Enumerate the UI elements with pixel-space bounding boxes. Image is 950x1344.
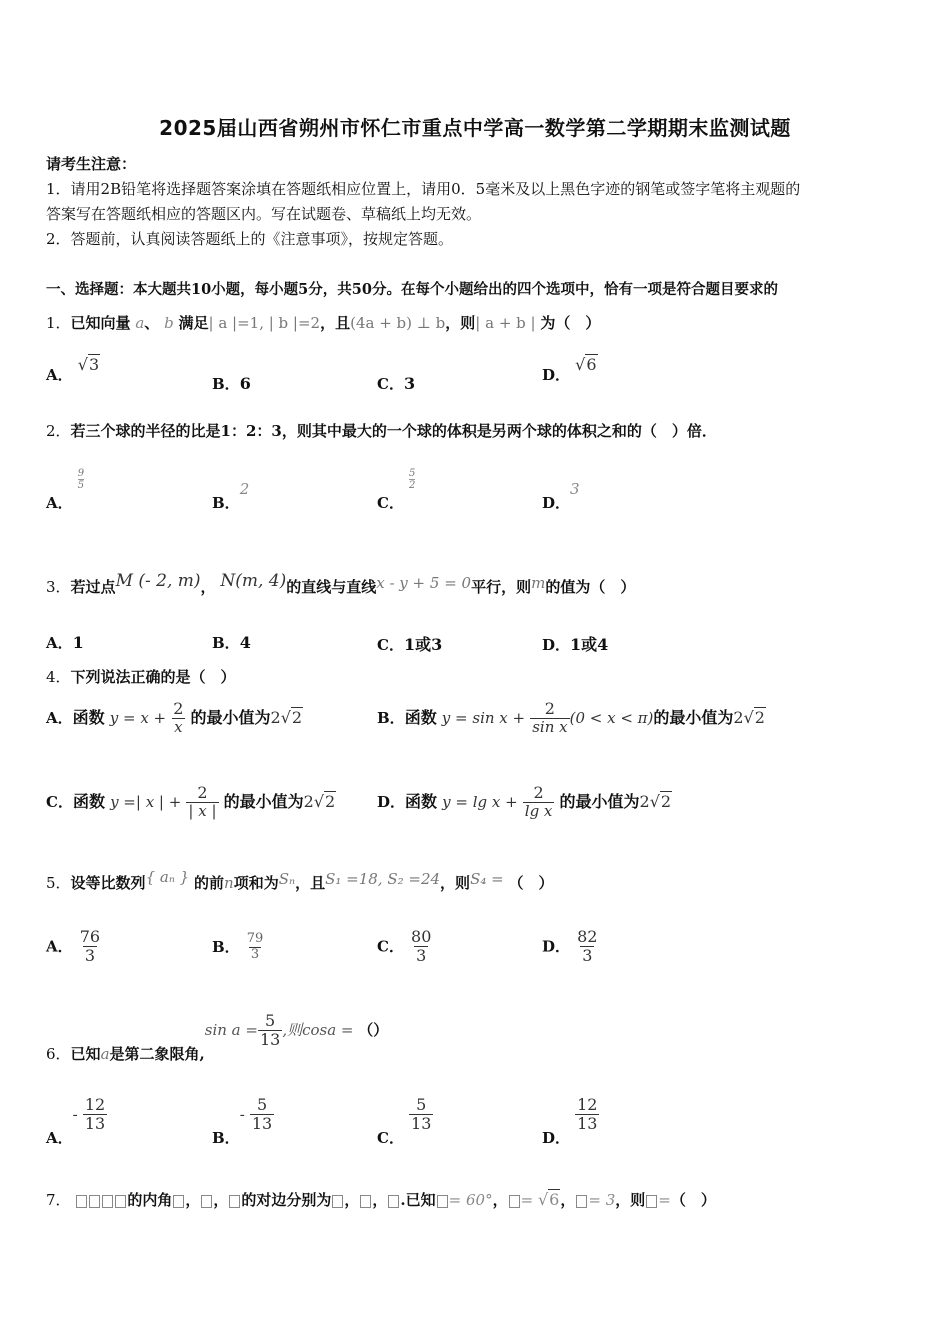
q1-option-d[interactable] xyxy=(542,355,598,385)
notice-line-2: 答案写在答题纸相应的答题区内。写在试题卷、草稿纸上均无效。 xyxy=(46,205,482,223)
missing-glyph-icon xyxy=(437,1195,448,1208)
option-value: 1或3 xyxy=(403,635,443,654)
option-value: 1或4 xyxy=(570,635,609,654)
q5-option-c[interactable] xyxy=(377,928,433,966)
q1-option-c[interactable] xyxy=(377,373,415,394)
sqrt-expression: 2√2 xyxy=(733,707,765,727)
q2-option-d[interactable] xyxy=(542,478,580,512)
option-label: A． xyxy=(46,937,73,956)
q1-text: 已知向量 xyxy=(70,314,131,332)
option-text-2: 的最小值为 xyxy=(653,707,734,727)
option-label: D． xyxy=(542,937,571,956)
q1-text-2: 满足 xyxy=(178,314,209,332)
notice-heading: 请考生注意： xyxy=(46,155,137,173)
sqrt-expression: √6 xyxy=(537,1190,560,1209)
option-label: C． xyxy=(377,375,404,393)
sum-sn: Sₙ xyxy=(278,870,296,888)
fraction: $\frac{2}{x}$ xyxy=(173,699,184,737)
fraction: $\frac{12}{13}$ xyxy=(84,1095,106,1134)
q7-sep: ， xyxy=(213,1191,229,1209)
fraction: $\frac{82}{3}$ xyxy=(577,927,598,966)
question-3 xyxy=(46,571,636,597)
question-number: 3． xyxy=(46,578,71,596)
q6-text: 已知 xyxy=(70,1044,101,1063)
missing-glyph-icon xyxy=(509,1195,520,1208)
q3-text-4: 的值为（ ） xyxy=(545,578,636,596)
sqrt-expression: 2√2 xyxy=(639,791,672,811)
sqrt-expression: √3 xyxy=(77,355,100,374)
q4-option-d[interactable] xyxy=(377,784,672,821)
q1-condition-2: (4a + b) ⊥ b xyxy=(350,314,446,332)
q2-option-b[interactable] xyxy=(212,478,250,512)
option-label: A． xyxy=(46,366,73,384)
option-label: B． xyxy=(212,375,240,393)
q5-text-2: 的前 xyxy=(194,874,225,892)
option-label: B． xyxy=(212,1129,240,1148)
option-label: D． xyxy=(542,494,571,512)
q4-text: 下列说法正确的是（ ） xyxy=(70,668,236,686)
q1-text-5: 为（ ） xyxy=(540,314,601,332)
q6-option-d[interactable] xyxy=(542,1095,599,1148)
q7-text-2: 的对边分别为 xyxy=(241,1191,332,1209)
q1-option-a[interactable] xyxy=(46,355,100,385)
page-title: 2025届山西省朔州市怀仁市重点中学高一数学第二学期期末监测试题 xyxy=(159,116,791,140)
option-label: C． xyxy=(377,1129,404,1148)
q3-text-2: 的直线与直线 xyxy=(286,578,377,596)
notice-line-3: 2．答题前，认真阅读答题纸上的《注意事项》，按规定答题。 xyxy=(46,230,454,248)
sign: - xyxy=(239,1105,245,1124)
option-value: 3 xyxy=(570,480,580,498)
q5-text-6: （ ） xyxy=(508,874,554,892)
fraction: $\frac{79}{3}$ xyxy=(246,931,264,962)
q1-option-b[interactable] xyxy=(212,373,251,394)
fraction: $\frac{2}{\text{lg x}}$ xyxy=(524,783,553,821)
q6-option-a[interactable] xyxy=(46,1095,107,1148)
sum-s4: S₄ = xyxy=(470,870,504,888)
option-label: C． xyxy=(377,494,404,512)
q7-text-5: （ ） xyxy=(670,1191,716,1209)
q5-text-4: ，且 xyxy=(295,874,326,892)
cos-expression: ,则cosa = xyxy=(282,1020,354,1039)
option-label: B． xyxy=(212,494,240,512)
sign: - xyxy=(72,1105,78,1124)
sqrt-expression: 2√2 xyxy=(270,707,303,727)
question-number: 5． xyxy=(46,874,71,892)
option-label: C． xyxy=(377,937,404,956)
vector-b: b xyxy=(164,314,174,332)
point-m: M (- 2, m) xyxy=(115,571,201,591)
function-expression: y = sin x + xyxy=(441,708,526,727)
option-text: 函数 xyxy=(72,707,105,727)
q5-option-a[interactable] xyxy=(46,928,102,966)
q6-text-2: 是第二象限角, xyxy=(109,1044,205,1063)
line-equation: x - y + 5 = 0 xyxy=(376,574,472,592)
fraction: $\frac{5}{13}$ xyxy=(259,1011,281,1050)
q3-option-c[interactable] xyxy=(377,632,442,655)
q6-option-b[interactable] xyxy=(212,1095,274,1148)
q7-sep: ， xyxy=(560,1191,576,1209)
q1-text-3: ，且 xyxy=(320,314,351,332)
option-text-2: 的最小值为 xyxy=(190,707,271,727)
missing-glyph-icon xyxy=(102,1195,113,1208)
q1-sep: 、 xyxy=(144,314,160,332)
missing-glyph-icon xyxy=(360,1195,371,1208)
option-label: B． xyxy=(212,937,240,956)
option-text-2: 的最小值为 xyxy=(223,791,304,811)
option-text-2: 的最小值为 xyxy=(559,791,640,811)
missing-glyph-icon xyxy=(646,1195,657,1208)
option-text: 函数 xyxy=(405,791,438,811)
sin-expression: sin a = xyxy=(204,1020,258,1039)
fraction: $\frac{80}{3}$ xyxy=(411,927,432,966)
fraction: $\frac{9}{5}$ xyxy=(77,468,85,491)
question-6 xyxy=(46,1011,389,1063)
question-number: 1． xyxy=(46,314,71,332)
question-4 xyxy=(46,666,236,687)
option-value: 2 xyxy=(239,480,250,498)
option-label: C． xyxy=(377,636,404,654)
domain-range: (0 < x < π) xyxy=(569,708,654,727)
option-text: 函数 xyxy=(72,791,105,811)
fraction: $\frac{12}{13}$ xyxy=(577,1095,598,1134)
option-value: 6 xyxy=(239,374,251,393)
vector-a: a xyxy=(135,314,145,332)
function-expression: y =| x | + xyxy=(110,792,182,811)
fraction: $\frac{2}{\text{sin x}}$ xyxy=(532,699,568,737)
sqrt-expression: 2√2 xyxy=(303,791,336,811)
notice-line-1: 1．请用2B铅笔将选择题答案涂填在答题纸相应位置上，请用0．5毫米及以上黑色字迹的钢笔或签字笔将主观题的 xyxy=(46,180,801,198)
angle-equation: = 60° xyxy=(448,1191,493,1209)
q2-option-a[interactable] xyxy=(46,460,85,512)
sequence: { aₙ } xyxy=(145,868,190,886)
variable-m: m xyxy=(531,574,546,592)
sqrt-expression: √6 xyxy=(575,355,597,374)
option-label: D． xyxy=(377,792,406,811)
sum-condition: S₁ =18, S₂ =24 xyxy=(325,870,441,888)
section-heading: 一、选择题：本大题共10小题，每小题5分，共50分。在每个小题给出的四个选项中，恰有一项是符合题目要求的 xyxy=(46,281,778,298)
fraction: $\frac{5}{13}$ xyxy=(411,1095,432,1134)
q5-text-5: ，则 xyxy=(440,874,471,892)
side-equation: = xyxy=(520,1191,538,1209)
option-label: D． xyxy=(542,636,571,654)
fraction: $\frac{5}{13}$ xyxy=(251,1095,273,1134)
q3-option-b[interactable] xyxy=(212,632,251,653)
fraction: $\frac{5}{2}$ xyxy=(409,468,416,491)
option-value: 1 xyxy=(72,633,84,652)
q7-text-3: .已知 xyxy=(400,1191,436,1209)
q3-text: 若过点 xyxy=(70,578,116,596)
q5-text: 设等比数列 xyxy=(70,874,146,892)
angle-alpha: a xyxy=(100,1044,110,1063)
question-2 xyxy=(46,420,717,441)
option-value: 4 xyxy=(239,633,251,652)
option-text: 函数 xyxy=(404,707,437,727)
option-label: A． xyxy=(46,634,73,652)
question-number: 4． xyxy=(46,668,71,686)
q4-option-b[interactable] xyxy=(377,700,766,737)
q3-text-3: 平行，则 xyxy=(471,578,532,596)
q1-text-4: ，则 xyxy=(445,314,476,332)
q7-text-4: ，则 xyxy=(615,1191,646,1209)
q7-text: 的内角 xyxy=(127,1191,173,1209)
q7-sep: ， xyxy=(344,1191,360,1209)
q5-option-b[interactable] xyxy=(212,932,265,963)
q6-option-c[interactable] xyxy=(377,1095,433,1148)
q2-text: 若三个球的半径的比是1：2：3，则其中最大的一个球的体积是另两个球的体积之和的（ ）倍． xyxy=(70,422,717,440)
option-label: D． xyxy=(542,366,571,384)
q3-option-a[interactable] xyxy=(46,632,84,653)
question-5 xyxy=(46,868,554,893)
missing-glyph-icon xyxy=(76,1195,87,1208)
option-label: C． xyxy=(46,792,73,811)
option-label: B． xyxy=(377,708,405,727)
side-equation-2: = 3 xyxy=(588,1191,616,1209)
variable-n: n xyxy=(224,874,234,892)
q1-expression: | a + b | xyxy=(475,314,536,332)
option-label: A． xyxy=(46,708,73,727)
missing-glyph-icon xyxy=(229,1195,240,1208)
fraction: $\frac{2}{| x |}$ xyxy=(188,783,217,821)
function-expression: y = lg x + xyxy=(442,792,518,811)
question-7 xyxy=(46,1189,716,1210)
missing-glyph-icon xyxy=(388,1195,399,1208)
q5-option-d[interactable] xyxy=(542,928,599,966)
missing-glyph-icon xyxy=(576,1195,587,1208)
q4-option-a[interactable] xyxy=(46,700,303,737)
unknown-equation: = xyxy=(658,1191,671,1209)
point-n: N(m, 4) xyxy=(220,571,287,591)
option-label: A． xyxy=(46,494,73,512)
q1-condition-1: | a |=1, | b |=2 xyxy=(208,314,321,332)
q7-sep: ， xyxy=(372,1191,388,1209)
option-label: A． xyxy=(46,1129,73,1148)
missing-glyph-icon xyxy=(115,1195,126,1208)
missing-glyph-icon xyxy=(332,1195,343,1208)
option-label: B． xyxy=(212,634,240,652)
option-value: 3 xyxy=(403,374,416,393)
question-number: 6． xyxy=(46,1044,71,1063)
q7-sep: ， xyxy=(492,1191,508,1209)
q3-option-d[interactable] xyxy=(542,632,608,655)
missing-glyph-icon xyxy=(89,1195,100,1208)
option-label: D． xyxy=(542,1129,571,1148)
fraction: $\frac{76}{3}$ xyxy=(79,927,101,966)
q4-option-c[interactable] xyxy=(46,784,336,821)
function-expression: y = x + xyxy=(109,708,167,727)
q2-option-c[interactable] xyxy=(377,460,416,512)
q5-text-3: 项和为 xyxy=(233,874,279,892)
question-number: 7． xyxy=(46,1191,71,1209)
question-1 xyxy=(46,312,600,333)
q3-sep: ， xyxy=(200,578,216,596)
missing-glyph-icon xyxy=(173,1195,184,1208)
q6-text-3: （） xyxy=(358,1020,389,1039)
missing-glyph-icon xyxy=(201,1195,212,1208)
q7-sep: ， xyxy=(185,1191,201,1209)
question-number: 2． xyxy=(46,422,71,440)
